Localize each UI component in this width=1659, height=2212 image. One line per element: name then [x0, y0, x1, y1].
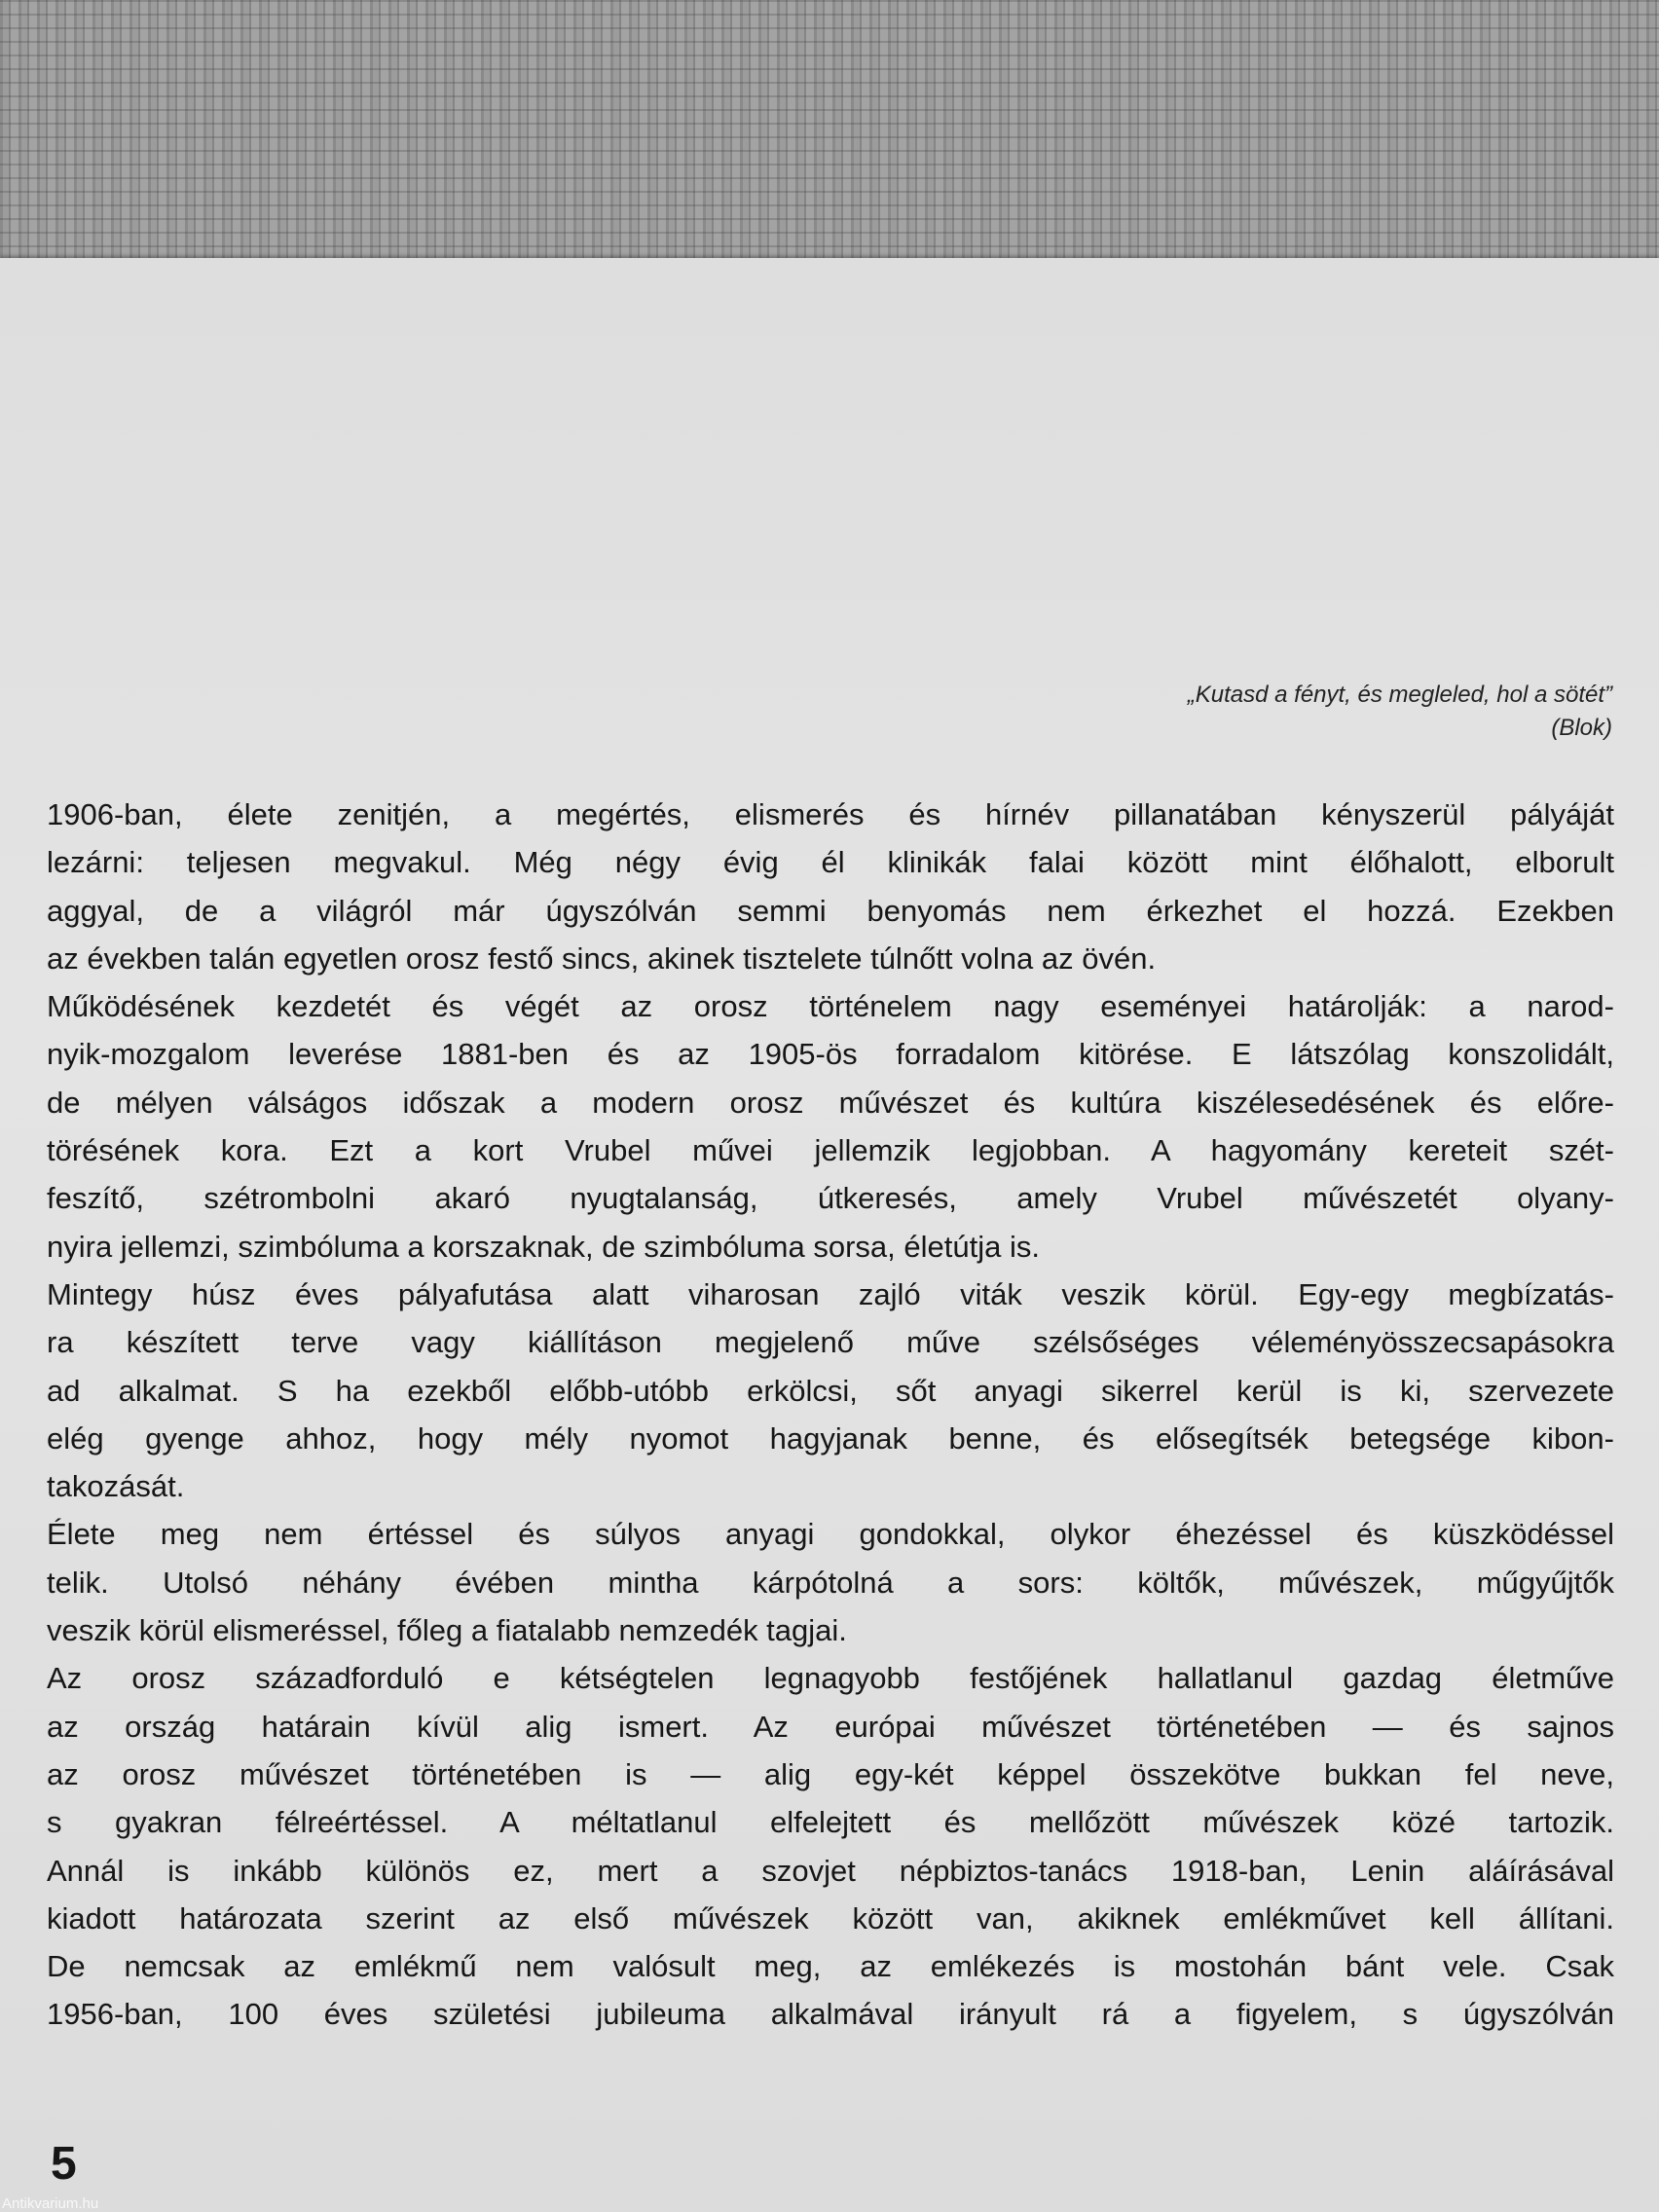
paragraph	[47, 1654, 1614, 2038]
text-line: az orosz művészet történetében is — alig egy-két képpel összekötve bukkan fel neve,	[47, 1756, 1614, 1791]
text-line: Mintegy húsz éves pályafutása alatt viharosan zajló viták veszik körül. Egy-egy megbízatás-	[47, 1276, 1614, 1311]
paragraph	[47, 1510, 1614, 1654]
paragraph	[47, 1271, 1614, 1510]
body-text	[47, 791, 1614, 2039]
text-line: Élete meg nem értéssel és súlyos anyagi gondokkal, olykor éhezéssel és küszködéssel	[47, 1517, 1614, 1552]
text-line: s gyakran félreértéssel. A méltatlanul elfelejtett és mellőzött művészek közé tartozik.	[47, 1805, 1614, 1840]
text-line: lezárni: teljesen megvakul. Még négy évig él klinikák falai között mint élőhalott, elborult	[47, 845, 1614, 880]
text-line: törésének kora. Ezt a kort Vrubel művei jellemzik legjobban. A hagyomány kereteit szét-	[47, 1133, 1614, 1168]
text-line: takozását.	[47, 1469, 185, 1504]
background-surface	[0, 0, 1659, 261]
text-line: feszítő, szétrombolni akaró nyugtalanság, útkeresés, amely Vrubel művészetét olyany-	[47, 1181, 1614, 1216]
text-line: az években talán egyetlen orosz festő sincs, akinek tisztelete túlnőtt volna az övén.	[47, 940, 1157, 976]
paragraph	[47, 982, 1614, 1271]
epigraph-quote: „Kutasd a fényt, és megleled, hol a sötét”	[1187, 682, 1612, 708]
text-line: ra készített terve vagy kiállításon megjelenő műve szélsőséges véleményösszecsapásokra	[47, 1325, 1614, 1360]
text-line: telik. Utolsó néhány évében mintha kárpótolná a sors: költők, művészek, műgyűjtők	[47, 1565, 1614, 1600]
paragraph	[47, 791, 1614, 982]
text-line: de mélyen válságos időszak a modern orosz művészet és kultúra kiszélesedésének és előre-	[47, 1085, 1614, 1120]
text-line: kiadott határozata szerint az első művészek között van, akiknek emlékművet kell állítani.	[47, 1900, 1614, 1936]
text-line: aggyal, de a világról már úgyszólván semmi benyomás nem érkezhet el hozzá. Ezekben	[47, 893, 1614, 928]
text-line: nyik-mozgalom leverése 1881-ben és az 1905-ös forradalom kitörése. E látszólag konszolidált,	[47, 1037, 1614, 1072]
text-line: az ország határain kívül alig ismert. Az európai művészet történetében — és sajnos	[47, 1709, 1614, 1744]
epigraph	[1188, 679, 1612, 745]
text-line: Működésének kezdetét és végét az orosz történelem nagy eseményei határolják: a narod-	[47, 989, 1614, 1024]
text-line: Az orosz századforduló e kétségtelen legnagyobb festőjének hallatlanul gazdag életműve	[47, 1661, 1614, 1696]
text-line: 1956-ban, 100 éves születési jubileuma alkalmával irányult rá a figyelem, s úgyszólván	[47, 1997, 1614, 2032]
text-line: nyira jellemzi, szimbóluma a korszaknak, de szimbóluma sorsa, életútja is.	[47, 1229, 1040, 1264]
epigraph-author: (Blok)	[1551, 715, 1612, 741]
text-line: elég gyenge ahhoz, hogy mély nyomot hagyjanak benne, és elősegítsék betegsége kibon-	[47, 1420, 1614, 1456]
page-number: 5	[51, 2138, 77, 2190]
book-page	[0, 258, 1659, 2212]
text-line: ad alkalmat. S ha ezekből előbb-utóbb erkölcsi, sőt anyagi sikerrel kerül is ki, szervezete	[47, 1373, 1614, 1408]
text-line: Annál is inkább különös ez, mert a szovjet népbiztos-tanács 1918-ban, Lenin aláírásával	[47, 1853, 1614, 1888]
text-line: 1906-ban, élete zenitjén, a megértés, elismerés és hírnév pillanatában kényszerül pályáját	[47, 797, 1614, 831]
text-line: veszik körül elismeréssel, főleg a fiatalabb nemzedék tagjai.	[47, 1613, 847, 1648]
text-line: De nemcsak az emlékmű nem valósult meg, az emlékezés is mostohán bánt vele. Csak	[47, 1949, 1614, 1984]
watermark: Antikvarium.hu	[2, 2195, 99, 2212]
